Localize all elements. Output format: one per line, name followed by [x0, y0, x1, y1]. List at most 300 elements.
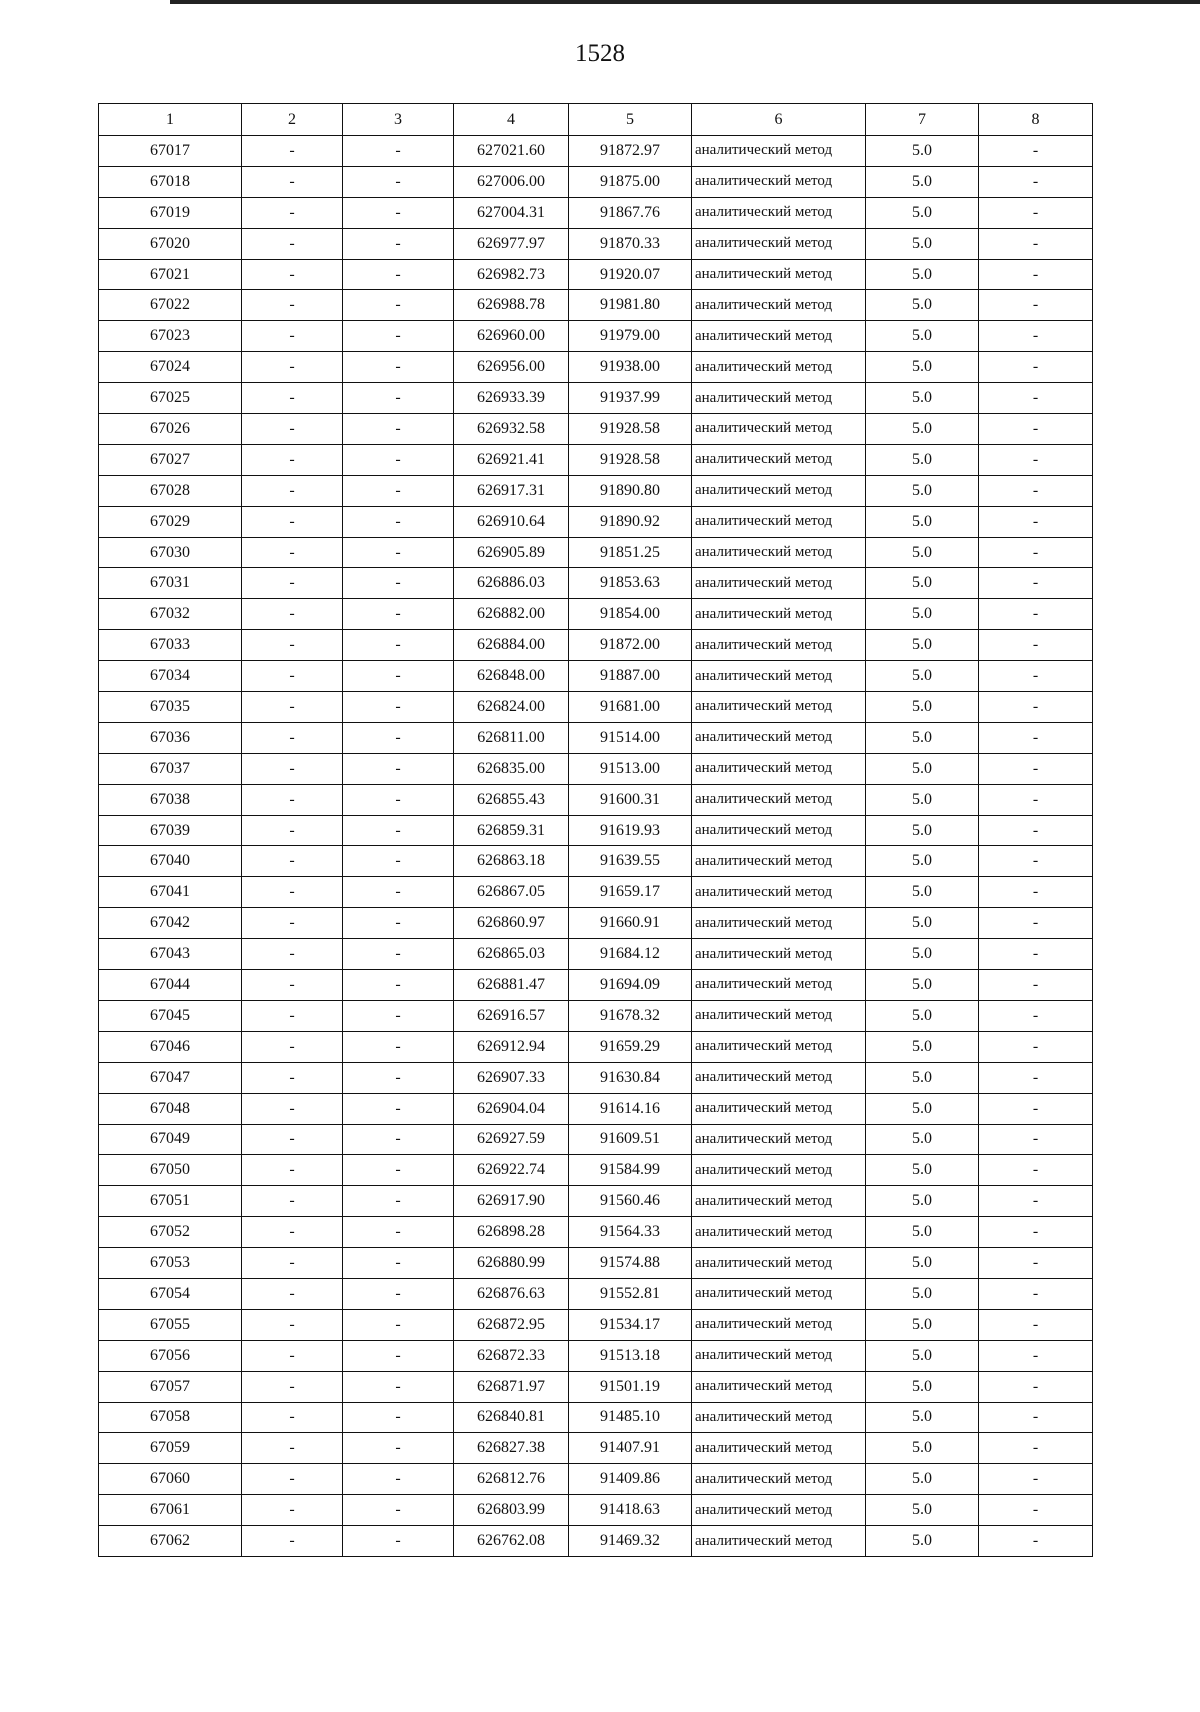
cell-col-2: -: [242, 1031, 343, 1062]
cell-col-2: -: [242, 475, 343, 506]
method: аналитический метод: [692, 352, 866, 383]
accuracy: 5.0: [866, 1340, 979, 1371]
accuracy: 5.0: [866, 939, 979, 970]
coordinate-x: 626855.43: [454, 784, 569, 815]
point-number: 67050: [99, 1155, 242, 1186]
point-number: 67027: [99, 444, 242, 475]
cell-col-8: -: [979, 1526, 1093, 1557]
method: аналитический метод: [692, 1371, 866, 1402]
point-number: 67029: [99, 506, 242, 537]
cell-col-2: -: [242, 1402, 343, 1433]
coordinate-y: 91660.91: [569, 908, 692, 939]
coordinate-y: 91614.16: [569, 1093, 692, 1124]
coordinate-x: 626922.74: [454, 1155, 569, 1186]
point-number: 67052: [99, 1217, 242, 1248]
table-row: [99, 784, 1093, 815]
coordinate-x: 626865.03: [454, 939, 569, 970]
coordinate-y: 91418.63: [569, 1495, 692, 1526]
point-number: 67046: [99, 1031, 242, 1062]
table-row: [99, 1000, 1093, 1031]
method: аналитический метод: [692, 1093, 866, 1124]
coordinate-x: 626882.00: [454, 599, 569, 630]
table-row: [99, 1278, 1093, 1309]
cell-col-3: -: [343, 1062, 454, 1093]
method: аналитический метод: [692, 753, 866, 784]
cell-col-2: -: [242, 321, 343, 352]
cell-col-8: -: [979, 599, 1093, 630]
accuracy: 5.0: [866, 352, 979, 383]
accuracy: 5.0: [866, 1495, 979, 1526]
coordinate-x: 626988.78: [454, 290, 569, 321]
coordinate-y: 91514.00: [569, 722, 692, 753]
method: аналитический метод: [692, 815, 866, 846]
coordinate-x: 626917.31: [454, 475, 569, 506]
coordinate-y: 91867.76: [569, 197, 692, 228]
table-row: [99, 475, 1093, 506]
coordinate-y: 91485.10: [569, 1402, 692, 1433]
method: аналитический метод: [692, 136, 866, 167]
cell-col-8: -: [979, 414, 1093, 445]
coordinate-y: 91552.81: [569, 1278, 692, 1309]
method: аналитический метод: [692, 537, 866, 568]
cell-col-2: -: [242, 136, 343, 167]
top-border-rule: [170, 0, 1200, 4]
method: аналитический метод: [692, 166, 866, 197]
cell-col-2: -: [242, 1000, 343, 1031]
accuracy: 5.0: [866, 784, 979, 815]
method: аналитический метод: [692, 1031, 866, 1062]
point-number: 67035: [99, 692, 242, 723]
cell-col-8: -: [979, 1464, 1093, 1495]
cell-col-3: -: [343, 1495, 454, 1526]
table-row: [99, 1495, 1093, 1526]
cell-col-2: -: [242, 630, 343, 661]
cell-col-8: -: [979, 1155, 1093, 1186]
accuracy: 5.0: [866, 1278, 979, 1309]
method: аналитический метод: [692, 1402, 866, 1433]
cell-col-2: -: [242, 228, 343, 259]
cell-col-2: -: [242, 1155, 343, 1186]
coordinate-x: 626927.59: [454, 1124, 569, 1155]
coordinate-y: 91872.97: [569, 136, 692, 167]
coordinate-y: 91574.88: [569, 1248, 692, 1279]
point-number: 67031: [99, 568, 242, 599]
cell-col-3: -: [343, 877, 454, 908]
accuracy: 5.0: [866, 661, 979, 692]
cell-col-2: -: [242, 1186, 343, 1217]
cell-col-3: -: [343, 414, 454, 445]
method: аналитический метод: [692, 1155, 866, 1186]
cell-col-3: -: [343, 692, 454, 723]
method: аналитический метод: [692, 444, 866, 475]
method: аналитический метод: [692, 908, 866, 939]
coordinate-y: 91659.17: [569, 877, 692, 908]
method: аналитический метод: [692, 259, 866, 290]
coordinate-x: 626881.47: [454, 970, 569, 1001]
table-row: [99, 1371, 1093, 1402]
cell-col-8: -: [979, 1495, 1093, 1526]
cell-col-3: -: [343, 444, 454, 475]
cell-col-8: -: [979, 692, 1093, 723]
coordinate-y: 91684.12: [569, 939, 692, 970]
table-row: [99, 1464, 1093, 1495]
coordinate-x: 626880.99: [454, 1248, 569, 1279]
cell-col-2: -: [242, 1124, 343, 1155]
point-number: 67042: [99, 908, 242, 939]
coordinate-x: 626848.00: [454, 661, 569, 692]
cell-col-2: -: [242, 197, 343, 228]
method: аналитический метод: [692, 877, 866, 908]
method: аналитический метод: [692, 1309, 866, 1340]
method: аналитический метод: [692, 846, 866, 877]
cell-col-2: -: [242, 259, 343, 290]
point-number: 67053: [99, 1248, 242, 1279]
point-number: 67051: [99, 1186, 242, 1217]
cell-col-8: -: [979, 784, 1093, 815]
cell-col-8: -: [979, 1000, 1093, 1031]
table-row: [99, 970, 1093, 1001]
coordinate-y: 91469.32: [569, 1526, 692, 1557]
coordinates-table: [98, 103, 1093, 1557]
coordinate-x: 627004.31: [454, 197, 569, 228]
point-number: 67061: [99, 1495, 242, 1526]
cell-col-3: -: [343, 1464, 454, 1495]
cell-col-3: -: [343, 1278, 454, 1309]
point-number: 67034: [99, 661, 242, 692]
column-header: 4: [454, 104, 569, 136]
table-row: [99, 321, 1093, 352]
coordinate-y: 91564.33: [569, 1217, 692, 1248]
cell-col-8: -: [979, 1433, 1093, 1464]
coordinate-y: 91678.32: [569, 1000, 692, 1031]
accuracy: 5.0: [866, 1464, 979, 1495]
table-row: [99, 1248, 1093, 1279]
coordinate-x: 626872.95: [454, 1309, 569, 1340]
accuracy: 5.0: [866, 753, 979, 784]
coordinate-x: 626917.90: [454, 1186, 569, 1217]
cell-col-2: -: [242, 1062, 343, 1093]
coordinate-y: 91890.92: [569, 506, 692, 537]
coordinate-y: 91534.17: [569, 1309, 692, 1340]
method: аналитический метод: [692, 228, 866, 259]
table-row: [99, 352, 1093, 383]
column-header: 8: [979, 104, 1093, 136]
table-row: [99, 444, 1093, 475]
table-row: [99, 908, 1093, 939]
accuracy: 5.0: [866, 136, 979, 167]
cell-col-2: -: [242, 815, 343, 846]
cell-col-3: -: [343, 352, 454, 383]
cell-col-2: -: [242, 661, 343, 692]
method: аналитический метод: [692, 383, 866, 414]
cell-col-8: -: [979, 970, 1093, 1001]
point-number: 67057: [99, 1371, 242, 1402]
coordinate-y: 91619.93: [569, 815, 692, 846]
cell-col-3: -: [343, 1031, 454, 1062]
cell-col-2: -: [242, 1340, 343, 1371]
cell-col-3: -: [343, 1093, 454, 1124]
coordinate-y: 91928.58: [569, 444, 692, 475]
method: аналитический метод: [692, 1062, 866, 1093]
point-number: 67038: [99, 784, 242, 815]
point-number: 67054: [99, 1278, 242, 1309]
cell-col-8: -: [979, 568, 1093, 599]
column-header: 2: [242, 104, 343, 136]
point-number: 67019: [99, 197, 242, 228]
table-row: [99, 1124, 1093, 1155]
accuracy: 5.0: [866, 1402, 979, 1433]
cell-col-3: -: [343, 1433, 454, 1464]
table-row: [99, 197, 1093, 228]
point-number: 67036: [99, 722, 242, 753]
coordinate-x: 626912.94: [454, 1031, 569, 1062]
cell-col-2: -: [242, 414, 343, 445]
accuracy: 5.0: [866, 259, 979, 290]
accuracy: 5.0: [866, 1433, 979, 1464]
point-number: 67037: [99, 753, 242, 784]
point-number: 67020: [99, 228, 242, 259]
table-row: [99, 1155, 1093, 1186]
method: аналитический метод: [692, 1340, 866, 1371]
cell-col-8: -: [979, 475, 1093, 506]
cell-col-2: -: [242, 599, 343, 630]
cell-col-2: -: [242, 568, 343, 599]
cell-col-8: -: [979, 444, 1093, 475]
accuracy: 5.0: [866, 970, 979, 1001]
column-header: 3: [343, 104, 454, 136]
cell-col-2: -: [242, 908, 343, 939]
method: аналитический метод: [692, 475, 866, 506]
method: аналитический метод: [692, 290, 866, 321]
cell-col-8: -: [979, 290, 1093, 321]
cell-col-3: -: [343, 1248, 454, 1279]
accuracy: 5.0: [866, 537, 979, 568]
method: аналитический метод: [692, 1278, 866, 1309]
cell-col-3: -: [343, 1526, 454, 1557]
point-number: 67045: [99, 1000, 242, 1031]
method: аналитический метод: [692, 661, 866, 692]
point-number: 67048: [99, 1093, 242, 1124]
coordinate-x: 626863.18: [454, 846, 569, 877]
point-number: 67030: [99, 537, 242, 568]
coordinate-y: 91938.00: [569, 352, 692, 383]
cell-col-3: -: [343, 1124, 454, 1155]
cell-col-2: -: [242, 939, 343, 970]
coordinate-y: 91694.09: [569, 970, 692, 1001]
cell-col-3: -: [343, 537, 454, 568]
accuracy: 5.0: [866, 568, 979, 599]
coordinate-x: 626840.81: [454, 1402, 569, 1433]
table-row: [99, 630, 1093, 661]
column-header: 7: [866, 104, 979, 136]
accuracy: 5.0: [866, 1093, 979, 1124]
cell-col-2: -: [242, 692, 343, 723]
accuracy: 5.0: [866, 1186, 979, 1217]
accuracy: 5.0: [866, 1155, 979, 1186]
cell-col-2: -: [242, 352, 343, 383]
table-row: [99, 1433, 1093, 1464]
cell-col-2: -: [242, 444, 343, 475]
coordinate-x: 626933.39: [454, 383, 569, 414]
accuracy: 5.0: [866, 444, 979, 475]
method: аналитический метод: [692, 1495, 866, 1526]
coordinate-x: 626898.28: [454, 1217, 569, 1248]
coordinate-y: 91854.00: [569, 599, 692, 630]
cell-col-2: -: [242, 784, 343, 815]
cell-col-8: -: [979, 1340, 1093, 1371]
point-number: 67044: [99, 970, 242, 1001]
point-number: 67047: [99, 1062, 242, 1093]
accuracy: 5.0: [866, 846, 979, 877]
cell-col-3: -: [343, 1217, 454, 1248]
point-number: 67040: [99, 846, 242, 877]
method: аналитический метод: [692, 1124, 866, 1155]
cell-col-8: -: [979, 197, 1093, 228]
cell-col-8: -: [979, 1278, 1093, 1309]
cell-col-3: -: [343, 784, 454, 815]
cell-col-8: -: [979, 352, 1093, 383]
point-number: 67023: [99, 321, 242, 352]
cell-col-8: -: [979, 259, 1093, 290]
column-header: 1: [99, 104, 242, 136]
accuracy: 5.0: [866, 228, 979, 259]
method: аналитический метод: [692, 970, 866, 1001]
cell-col-8: -: [979, 1093, 1093, 1124]
coordinate-x: 626872.33: [454, 1340, 569, 1371]
cell-col-8: -: [979, 908, 1093, 939]
cell-col-8: -: [979, 630, 1093, 661]
cell-col-3: -: [343, 722, 454, 753]
coordinate-x: 626982.73: [454, 259, 569, 290]
cell-col-8: -: [979, 136, 1093, 167]
cell-col-2: -: [242, 1093, 343, 1124]
coordinate-y: 91875.00: [569, 166, 692, 197]
accuracy: 5.0: [866, 692, 979, 723]
cell-col-3: -: [343, 939, 454, 970]
method: аналитический метод: [692, 630, 866, 661]
table-row: [99, 290, 1093, 321]
point-number: 67060: [99, 1464, 242, 1495]
cell-col-2: -: [242, 846, 343, 877]
cell-col-8: -: [979, 939, 1093, 970]
point-number: 67024: [99, 352, 242, 383]
cell-col-2: -: [242, 1217, 343, 1248]
accuracy: 5.0: [866, 414, 979, 445]
cell-col-2: -: [242, 1495, 343, 1526]
coordinate-x: 626762.08: [454, 1526, 569, 1557]
cell-col-3: -: [343, 1340, 454, 1371]
coordinate-y: 91681.00: [569, 692, 692, 723]
cell-col-2: -: [242, 1248, 343, 1279]
coordinate-y: 91890.80: [569, 475, 692, 506]
point-number: 67039: [99, 815, 242, 846]
accuracy: 5.0: [866, 908, 979, 939]
cell-col-3: -: [343, 661, 454, 692]
accuracy: 5.0: [866, 1217, 979, 1248]
cell-col-3: -: [343, 506, 454, 537]
coordinate-y: 91853.63: [569, 568, 692, 599]
method: аналитический метод: [692, 1000, 866, 1031]
cell-col-3: -: [343, 568, 454, 599]
table-row: [99, 939, 1093, 970]
cell-col-8: -: [979, 1371, 1093, 1402]
cell-col-8: -: [979, 661, 1093, 692]
cell-col-3: -: [343, 259, 454, 290]
coordinate-x: 626932.58: [454, 414, 569, 445]
table-body: [99, 136, 1093, 1557]
coordinate-x: 626886.03: [454, 568, 569, 599]
cell-col-3: -: [343, 1000, 454, 1031]
cell-col-3: -: [343, 846, 454, 877]
coordinate-y: 91409.86: [569, 1464, 692, 1495]
method: аналитический метод: [692, 692, 866, 723]
cell-col-8: -: [979, 1062, 1093, 1093]
cell-col-3: -: [343, 166, 454, 197]
method: аналитический метод: [692, 1248, 866, 1279]
cell-col-3: -: [343, 908, 454, 939]
cell-col-8: -: [979, 722, 1093, 753]
cell-col-3: -: [343, 1155, 454, 1186]
point-number: 67041: [99, 877, 242, 908]
accuracy: 5.0: [866, 1031, 979, 1062]
method: аналитический метод: [692, 568, 866, 599]
table-row: [99, 1309, 1093, 1340]
cell-col-8: -: [979, 1217, 1093, 1248]
cell-col-8: -: [979, 1309, 1093, 1340]
accuracy: 5.0: [866, 1062, 979, 1093]
coordinate-x: 626905.89: [454, 537, 569, 568]
accuracy: 5.0: [866, 722, 979, 753]
cell-col-3: -: [343, 815, 454, 846]
method: аналитический метод: [692, 1217, 866, 1248]
coordinate-x: 626827.38: [454, 1433, 569, 1464]
table-row: [99, 166, 1093, 197]
accuracy: 5.0: [866, 1000, 979, 1031]
cell-col-8: -: [979, 1031, 1093, 1062]
accuracy: 5.0: [866, 877, 979, 908]
coordinate-x: 626904.04: [454, 1093, 569, 1124]
coordinate-y: 91609.51: [569, 1124, 692, 1155]
coordinate-x: 627021.60: [454, 136, 569, 167]
method: аналитический метод: [692, 197, 866, 228]
cell-col-3: -: [343, 228, 454, 259]
cell-col-3: -: [343, 599, 454, 630]
cell-col-2: -: [242, 537, 343, 568]
table-row: [99, 846, 1093, 877]
point-number: 67058: [99, 1402, 242, 1433]
method: аналитический метод: [692, 1464, 866, 1495]
coordinate-y: 91407.91: [569, 1433, 692, 1464]
coordinate-y: 91887.00: [569, 661, 692, 692]
accuracy: 5.0: [866, 290, 979, 321]
coordinate-y: 91560.46: [569, 1186, 692, 1217]
coordinate-x: 626835.00: [454, 753, 569, 784]
table-row: [99, 383, 1093, 414]
cell-col-2: -: [242, 1526, 343, 1557]
cell-col-3: -: [343, 197, 454, 228]
coordinate-x: 626811.00: [454, 722, 569, 753]
coordinate-x: 626884.00: [454, 630, 569, 661]
coordinate-y: 91584.99: [569, 1155, 692, 1186]
cell-col-2: -: [242, 722, 343, 753]
table-row: [99, 1402, 1093, 1433]
method: аналитический метод: [692, 1186, 866, 1217]
coordinate-x: 626916.57: [454, 1000, 569, 1031]
coordinate-x: 626812.76: [454, 1464, 569, 1495]
table-row: [99, 599, 1093, 630]
cell-col-8: -: [979, 877, 1093, 908]
coordinate-y: 91920.07: [569, 259, 692, 290]
